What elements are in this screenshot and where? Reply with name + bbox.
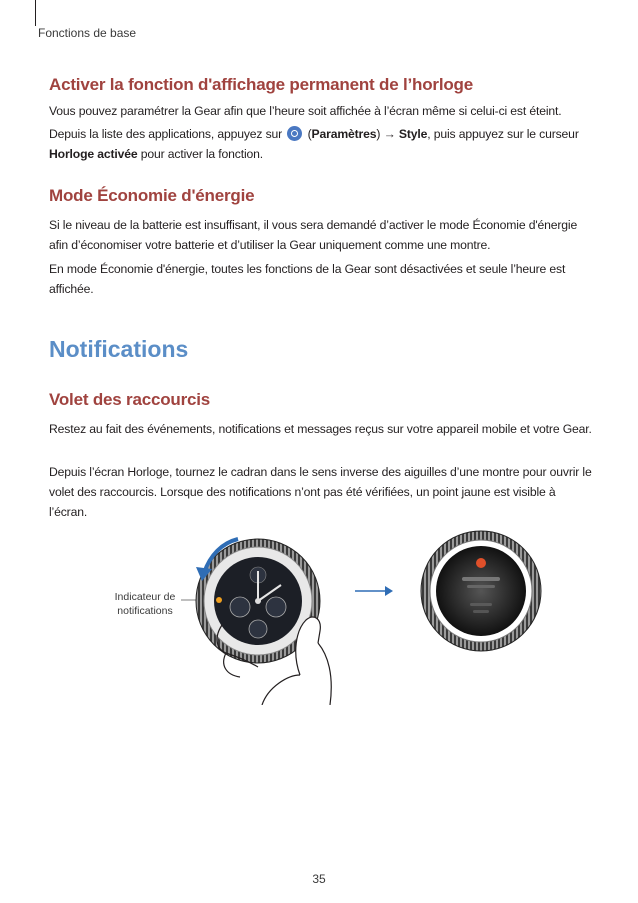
header-rule: [35, 0, 36, 26]
settings-gear-icon: [287, 126, 302, 141]
power-saving-paragraph-2: En mode Économie d'énergie, toutes les fonctions de la Gear sont désactivées et seule l’heure est affichée.: [49, 262, 566, 296]
section-header: Fonctions de base: [38, 26, 137, 40]
always-on-heading: Activer la fonction d'affichage permanent de l’horloge: [49, 75, 473, 94]
notification-indicator-callout: Indicateur de notifications: [114, 591, 176, 617]
power-saving-paragraph-1: Si le niveau de la batterie est insuffisant, il vous sera demandé d’activer le mode Économie d'énergie afin d’économiser votre batterie et d’utiliser la Gear uniquement comme une montre.: [49, 218, 578, 252]
notifications-paragraph-2: Depuis l’écran Horloge, tournez le cadran dans le sens inverse des aiguilles d’une montre pour ouvrir le volet des raccourcis. Lorsque des notifications n’ont pas été vérifiées, un point jaune est visible à l’écran.: [49, 465, 592, 519]
notifications-paragraph-1: Restez au fait des événements, notifications et messages reçus sur votre appareil mobile et votre Gear.: [49, 422, 592, 436]
notification-dot-icon: [216, 597, 222, 603]
page-number: 35: [312, 872, 326, 886]
watch-face-right: [421, 531, 541, 651]
style-label: Style: [398, 127, 428, 141]
watch-illustration: [0, 525, 638, 705]
clock-switch-label: Horloge activée: [49, 147, 138, 161]
notifications-heading: Notifications: [49, 336, 189, 362]
always-on-paragraph-1: Vous pouvez paramétrer la Gear afin que l’heure soit affichée à l’écran même si celui-ci est éteint.: [49, 104, 562, 118]
always-on-paragraph-2: Depuis la liste des applications, appuyez sur (Paramètres) → Style, puis appuyez sur le curseur Horloge activée pour activer la fonction.: [49, 127, 579, 161]
power-saving-heading: Mode Économie d'énergie: [49, 186, 255, 205]
right-arrow-icon: [355, 586, 393, 596]
settings-label: Paramètres: [311, 127, 377, 141]
quick-panel-heading: Volet des raccourcis: [49, 390, 211, 409]
